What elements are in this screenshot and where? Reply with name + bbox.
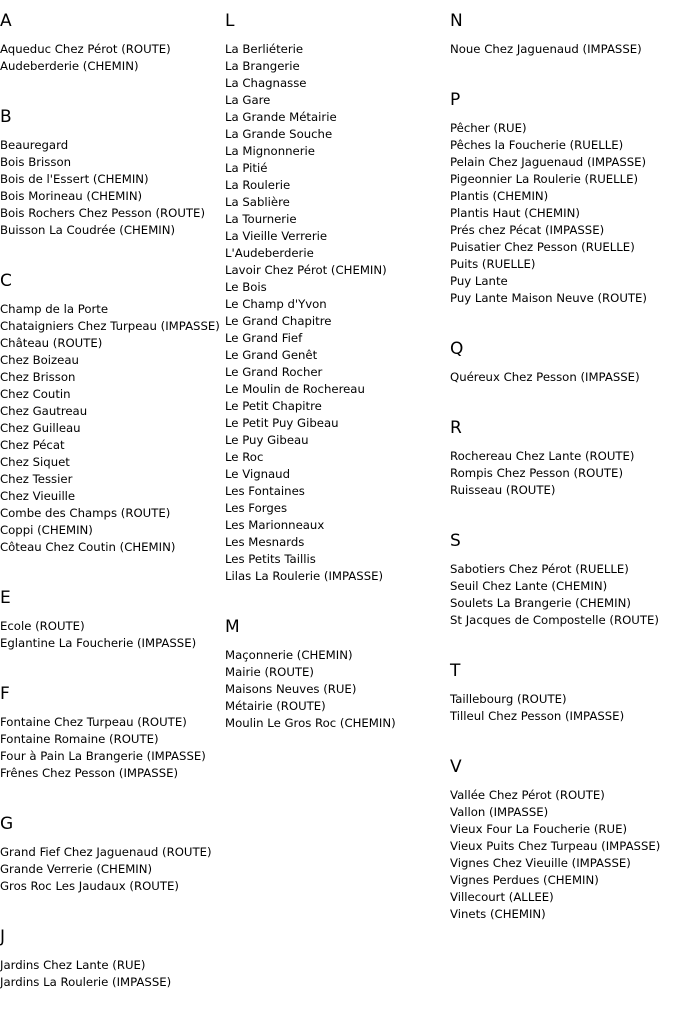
- street-name-link[interactable]: St Jacques de Compostelle (ROUTE): [450, 613, 659, 627]
- street-name-link[interactable]: Ecole (ROUTE): [0, 619, 85, 633]
- street-name-link[interactable]: Gros Roc Les Jaudaux (ROUTE): [0, 879, 179, 893]
- street-list-item: [0, 137, 224, 154]
- street-name-link[interactable]: Le Moulin de Rochereau: [225, 382, 365, 396]
- street-list-item: [450, 482, 674, 499]
- street-name-link[interactable]: Vieux Four La Foucherie (RUE): [450, 822, 628, 836]
- street-name-link[interactable]: La Vieille Verrerie: [225, 229, 328, 243]
- street-name-link[interactable]: Chez Brisson: [0, 370, 76, 384]
- street-name-link[interactable]: Bois Brisson: [0, 155, 72, 169]
- street-name-link[interactable]: Lilas La Roulerie (IMPASSE): [225, 569, 384, 583]
- street-list-item: [225, 568, 449, 585]
- street-list-item: [450, 838, 674, 855]
- street-name-link[interactable]: Le Grand Rocher: [225, 365, 323, 379]
- street-list-item: [450, 804, 674, 821]
- street-list-item: [225, 245, 449, 262]
- street-list-item: [225, 194, 449, 211]
- street-list-item: [0, 403, 224, 420]
- street-name-link[interactable]: Four à Pain La Brangerie (IMPASSE): [0, 749, 206, 763]
- street-list-item: [0, 386, 224, 403]
- street-list-item: [225, 143, 449, 160]
- section-letter-heading: T: [450, 661, 461, 681]
- street-list-item: [0, 522, 224, 539]
- street-list-item: [225, 715, 449, 732]
- street-name-link[interactable]: Combe des Champs (ROUTE): [0, 506, 171, 520]
- street-name-link[interactable]: La Roulerie: [225, 178, 291, 192]
- street-list-item: [450, 222, 674, 239]
- street-name-link[interactable]: Aqueduc Chez Pérot (ROUTE): [0, 42, 171, 56]
- letter-section: [450, 89, 674, 307]
- street-list: [0, 618, 224, 652]
- street-list-item: [450, 691, 674, 708]
- street-list-item: [225, 330, 449, 347]
- section-letter-heading: R: [450, 418, 462, 438]
- street-name-link[interactable]: Maisons Neuves (RUE): [225, 682, 357, 696]
- street-name-link[interactable]: Lavoir Chez Pérot (CHEMIN): [225, 263, 387, 277]
- section-letter-heading: C: [0, 271, 12, 291]
- street-name-link[interactable]: Prés chez Pécat (IMPASSE): [450, 223, 605, 237]
- street-list-item: [225, 177, 449, 194]
- section-letter-heading: M: [225, 617, 240, 637]
- street-list-item: [225, 75, 449, 92]
- street-list-item: [225, 483, 449, 500]
- street-name-link[interactable]: Chataigniers Chez Turpeau (IMPASSE): [0, 319, 220, 333]
- street-list: [450, 41, 674, 58]
- street-list-item: [450, 369, 674, 386]
- street-name-link[interactable]: Rompis Chez Pesson (ROUTE): [450, 466, 624, 480]
- street-name-link[interactable]: Grand Fief Chez Jaguenaud (ROUTE): [0, 845, 212, 859]
- street-name-link[interactable]: Vinets (CHEMIN): [450, 907, 546, 921]
- street-name-link[interactable]: Le Grand Fief: [225, 331, 303, 345]
- street-list: [0, 844, 224, 895]
- street-list-item: [0, 437, 224, 454]
- street-list-item: [225, 92, 449, 109]
- street-list-item: [225, 664, 449, 681]
- section-letter-heading: P: [450, 90, 461, 110]
- street-name-link[interactable]: Fontaine Chez Turpeau (ROUTE): [0, 715, 187, 729]
- street-list: [450, 787, 674, 923]
- street-list-item: [0, 844, 224, 861]
- street-name-link[interactable]: Sabotiers Chez Pérot (RUELLE): [450, 562, 629, 576]
- section-letter-heading: G: [0, 814, 14, 834]
- street-list-item: [0, 539, 224, 556]
- street-list-item: [0, 731, 224, 748]
- street-name-link[interactable]: Bois Rochers Chez Pesson (ROUTE): [0, 206, 205, 220]
- street-name-link[interactable]: Chez Siquet: [0, 455, 70, 469]
- street-list-item: [225, 534, 449, 551]
- street-list-item: [450, 787, 674, 804]
- street-name-link[interactable]: Vignes Chez Vieuille (IMPASSE): [450, 856, 631, 870]
- letter-section: [450, 10, 674, 58]
- street-list-item: [450, 708, 674, 725]
- street-name-link[interactable]: Le Roc: [225, 450, 264, 464]
- street-name-link[interactable]: Buisson La Coudrée (CHEMIN): [0, 223, 176, 237]
- letter-section: [450, 756, 674, 923]
- street-list: [450, 561, 674, 629]
- street-name-link[interactable]: Le Petit Chapitre: [225, 399, 322, 413]
- street-list-item: [225, 160, 449, 177]
- street-list-item: [450, 465, 674, 482]
- street-list: [450, 448, 674, 499]
- street-list-item: [0, 420, 224, 437]
- street-list: [0, 957, 224, 991]
- street-name-link[interactable]: Le Bois: [225, 280, 267, 294]
- street-name-link[interactable]: Vallon (IMPASSE): [450, 805, 549, 819]
- street-name-link[interactable]: Frênes Chez Pesson (IMPASSE): [0, 766, 179, 780]
- street-list-item: [0, 154, 224, 171]
- street-list-item: [0, 635, 224, 652]
- street-name-link[interactable]: La Chagnasse: [225, 76, 307, 90]
- street-name-link[interactable]: La Berliéterie: [225, 42, 304, 56]
- street-name-link[interactable]: Bois Morineau (CHEMIN): [0, 189, 143, 203]
- street-list-item: [225, 398, 449, 415]
- street-name-link[interactable]: Rochereau Chez Lante (ROUTE): [450, 449, 635, 463]
- street-list-item: [0, 335, 224, 352]
- street-list-item: [450, 273, 674, 290]
- street-list-item: [0, 488, 224, 505]
- street-name-link[interactable]: Métairie (ROUTE): [225, 699, 326, 713]
- street-name-link[interactable]: Puisatier Chez Pesson (RUELLE): [450, 240, 635, 254]
- letter-section: [0, 270, 224, 556]
- section-letter-heading: A: [0, 11, 12, 31]
- street-list-item: [0, 301, 224, 318]
- street-name-link[interactable]: Les Fontaines: [225, 484, 305, 498]
- street-name-link[interactable]: Soulets La Brangerie (CHEMIN): [450, 596, 631, 610]
- street-list: [0, 137, 224, 239]
- street-list-item: [225, 381, 449, 398]
- street-name-link[interactable]: Le Grand Chapitre: [225, 314, 332, 328]
- street-list-item: [450, 188, 674, 205]
- street-list: [450, 691, 674, 725]
- street-list: [225, 647, 449, 732]
- letter-section: [0, 683, 224, 782]
- street-list-item: [225, 681, 449, 698]
- street-name-link[interactable]: Les Forges: [225, 501, 288, 515]
- street-name-link[interactable]: Pêches la Foucherie (RUELLE): [450, 138, 624, 152]
- street-name-link[interactable]: Noue Chez Jaguenaud (IMPASSE): [450, 42, 642, 56]
- street-name-link[interactable]: Chez Coutin: [0, 387, 71, 401]
- street-list-item: [0, 41, 224, 58]
- street-list-item: [450, 239, 674, 256]
- street-name-link[interactable]: Plantis (CHEMIN): [450, 189, 549, 203]
- section-letter-heading: B: [0, 107, 12, 127]
- street-name-link[interactable]: La Grande Métairie: [225, 110, 337, 124]
- letter-section: [225, 10, 449, 585]
- street-name-link[interactable]: Le Grand Genêt: [225, 348, 318, 362]
- street-name-link[interactable]: Château (ROUTE): [0, 336, 103, 350]
- street-name-link[interactable]: La Mignonnerie: [225, 144, 315, 158]
- street-name-link[interactable]: Le Petit Puy Gibeau: [225, 416, 339, 430]
- section-letter-heading: V: [450, 757, 462, 777]
- street-list-item: [225, 517, 449, 534]
- street-list-item: [450, 889, 674, 906]
- street-list-item: [450, 578, 674, 595]
- street-name-link[interactable]: Eglantine La Foucherie (IMPASSE): [0, 636, 197, 650]
- street-list-item: [225, 551, 449, 568]
- street-name-link[interactable]: Jardins Chez Lante (RUE): [0, 958, 146, 972]
- street-name-link[interactable]: Ruisseau (ROUTE): [450, 483, 556, 497]
- street-list-item: [0, 765, 224, 782]
- street-name-link[interactable]: La Grande Souche: [225, 127, 333, 141]
- street-name-link[interactable]: Chez Boizeau: [0, 353, 79, 367]
- street-list: [450, 369, 674, 386]
- street-list-item: [225, 58, 449, 75]
- street-name-link[interactable]: Audeberderie (CHEMIN): [0, 59, 139, 73]
- street-index-column: [0, 0, 224, 1022]
- street-list-item: [450, 872, 674, 889]
- street-name-link[interactable]: Vallée Chez Pérot (ROUTE): [450, 788, 605, 802]
- letter-section: [225, 616, 449, 732]
- street-name-link[interactable]: Coppi (CHEMIN): [0, 523, 93, 537]
- street-name-link[interactable]: Le Vignaud: [225, 467, 291, 481]
- street-list-item: [225, 126, 449, 143]
- street-name-link[interactable]: Beauregard: [0, 138, 69, 152]
- section-letter-heading: S: [450, 531, 461, 551]
- street-name-link[interactable]: Maçonnerie (CHEMIN): [225, 648, 353, 662]
- street-list-item: [225, 262, 449, 279]
- street-list-item: [0, 748, 224, 765]
- street-name-link[interactable]: La Pitié: [225, 161, 268, 175]
- letter-section: [0, 926, 224, 991]
- street-name-link[interactable]: Plantis Haut (CHEMIN): [450, 206, 580, 220]
- street-name-link[interactable]: La Tournerie: [225, 212, 297, 226]
- street-list-item: [450, 137, 674, 154]
- street-name-link[interactable]: Les Marionneaux: [225, 518, 325, 532]
- street-name-link[interactable]: Villecourt (ALLEE): [450, 890, 554, 904]
- street-name-link[interactable]: Grande Verrerie (CHEMIN): [0, 862, 153, 876]
- street-name-link[interactable]: Chez Tessier: [0, 472, 73, 486]
- street-index-column: [225, 0, 449, 763]
- street-name-link[interactable]: Chez Gautreau: [0, 404, 88, 418]
- street-list-item: [0, 171, 224, 188]
- street-list-item: [225, 449, 449, 466]
- street-list-item: [450, 205, 674, 222]
- street-list-item: [0, 318, 224, 335]
- street-list-item: [0, 352, 224, 369]
- street-list-item: [450, 154, 674, 171]
- street-name-link[interactable]: Puy Lante: [450, 274, 508, 288]
- street-name-link[interactable]: Puits (RUELLE): [450, 257, 536, 271]
- letter-section: [450, 530, 674, 629]
- street-name-link[interactable]: Tilleul Chez Pesson (IMPASSE): [450, 709, 625, 723]
- street-list-item: [225, 347, 449, 364]
- street-list-item: [0, 222, 224, 239]
- street-name-link[interactable]: L'Audeberderie: [225, 246, 314, 260]
- street-list-item: [225, 41, 449, 58]
- street-list-item: [225, 415, 449, 432]
- street-name-link[interactable]: Pigeonnier La Roulerie (RUELLE): [450, 172, 639, 186]
- letter-section: [450, 417, 674, 499]
- section-letter-heading: E: [0, 588, 11, 608]
- letter-section: [0, 106, 224, 239]
- street-list-item: [225, 432, 449, 449]
- street-name-link[interactable]: Vieux Puits Chez Turpeau (IMPASSE): [450, 839, 661, 853]
- street-list-item: [0, 205, 224, 222]
- street-list-item: [450, 448, 674, 465]
- street-name-link[interactable]: Seuil Chez Lante (CHEMIN): [450, 579, 608, 593]
- section-letter-heading: Q: [450, 339, 464, 359]
- street-name-link[interactable]: Les Petits Taillis: [225, 552, 316, 566]
- street-name-link[interactable]: Taillebourg (ROUTE): [450, 692, 567, 706]
- letter-section: [0, 813, 224, 895]
- street-list-item: [0, 714, 224, 731]
- street-list-item: [0, 369, 224, 386]
- street-list: [225, 41, 449, 585]
- street-list: [0, 41, 224, 75]
- street-name-link[interactable]: Jardins La Roulerie (IMPASSE): [0, 975, 172, 989]
- street-list-item: [0, 618, 224, 635]
- street-name-link[interactable]: Champ de la Porte: [0, 302, 109, 316]
- street-list-item: [225, 500, 449, 517]
- street-list-item: [0, 974, 224, 991]
- letter-section: [450, 338, 674, 386]
- street-list-item: [0, 188, 224, 205]
- street-list-item: [450, 256, 674, 273]
- street-list-item: [450, 595, 674, 612]
- street-list-item: [225, 698, 449, 715]
- street-name-link[interactable]: Chez Pécat: [0, 438, 65, 452]
- street-name-link[interactable]: Chez Guilleau: [0, 421, 81, 435]
- street-list-item: [0, 957, 224, 974]
- street-list-item: [450, 821, 674, 838]
- street-list-item: [0, 878, 224, 895]
- letter-section: [0, 10, 224, 75]
- street-name-link[interactable]: Pêcher (RUE): [450, 121, 527, 135]
- street-index-column: [450, 0, 674, 954]
- street-name-link[interactable]: La Brangerie: [225, 59, 300, 73]
- street-name-link[interactable]: Chez Vieuille: [0, 489, 76, 503]
- street-list-item: [0, 861, 224, 878]
- street-name-link[interactable]: Côteau Chez Coutin (CHEMIN): [0, 540, 176, 554]
- street-list-item: [450, 561, 674, 578]
- street-list-item: [450, 855, 674, 872]
- street-list-item: [0, 58, 224, 75]
- section-letter-heading: N: [450, 11, 463, 31]
- street-list-item: [225, 364, 449, 381]
- street-list-item: [225, 109, 449, 126]
- street-name-link[interactable]: Les Mesnards: [225, 535, 305, 549]
- street-list-item: [0, 471, 224, 488]
- street-name-link[interactable]: Mairie (ROUTE): [225, 665, 314, 679]
- street-list-item: [225, 313, 449, 330]
- street-name-link[interactable]: Puy Lante Maison Neuve (ROUTE): [450, 291, 647, 305]
- street-name-link[interactable]: La Gare: [225, 93, 271, 107]
- section-letter-heading: L: [225, 11, 235, 31]
- street-list: [0, 714, 224, 782]
- street-list-item: [0, 454, 224, 471]
- street-name-link[interactable]: Moulin Le Gros Roc (CHEMIN): [225, 716, 396, 730]
- street-list-item: [450, 41, 674, 58]
- street-name-link[interactable]: Pelain Chez Jaguenaud (IMPASSE): [450, 155, 647, 169]
- street-name-link[interactable]: Bois de l'Essert (CHEMIN): [0, 172, 149, 186]
- letter-section: [0, 587, 224, 652]
- street-list-item: [225, 647, 449, 664]
- street-list-item: [450, 612, 674, 629]
- street-list-item: [450, 290, 674, 307]
- street-list-item: [0, 505, 224, 522]
- street-list-item: [225, 296, 449, 313]
- street-list-item: [225, 279, 449, 296]
- street-name-link[interactable]: Le Champ d'Yvon: [225, 297, 327, 311]
- street-name-link[interactable]: Fontaine Romaine (ROUTE): [0, 732, 159, 746]
- street-list-item: [225, 211, 449, 228]
- street-list-item: [450, 120, 674, 137]
- street-list-item: [225, 466, 449, 483]
- street-list-item: [225, 228, 449, 245]
- letter-section: [450, 660, 674, 725]
- section-letter-heading: F: [0, 684, 10, 704]
- street-name-link[interactable]: Le Puy Gibeau: [225, 433, 309, 447]
- street-name-link[interactable]: Vignes Perdues (CHEMIN): [450, 873, 599, 887]
- street-list-item: [450, 171, 674, 188]
- street-name-link[interactable]: La Sablière: [225, 195, 290, 209]
- street-list: [0, 301, 224, 556]
- street-list-item: [450, 906, 674, 923]
- street-name-link[interactable]: Quéreux Chez Pesson (IMPASSE): [450, 370, 640, 384]
- street-list: [450, 120, 674, 307]
- section-letter-heading: J: [0, 927, 6, 947]
